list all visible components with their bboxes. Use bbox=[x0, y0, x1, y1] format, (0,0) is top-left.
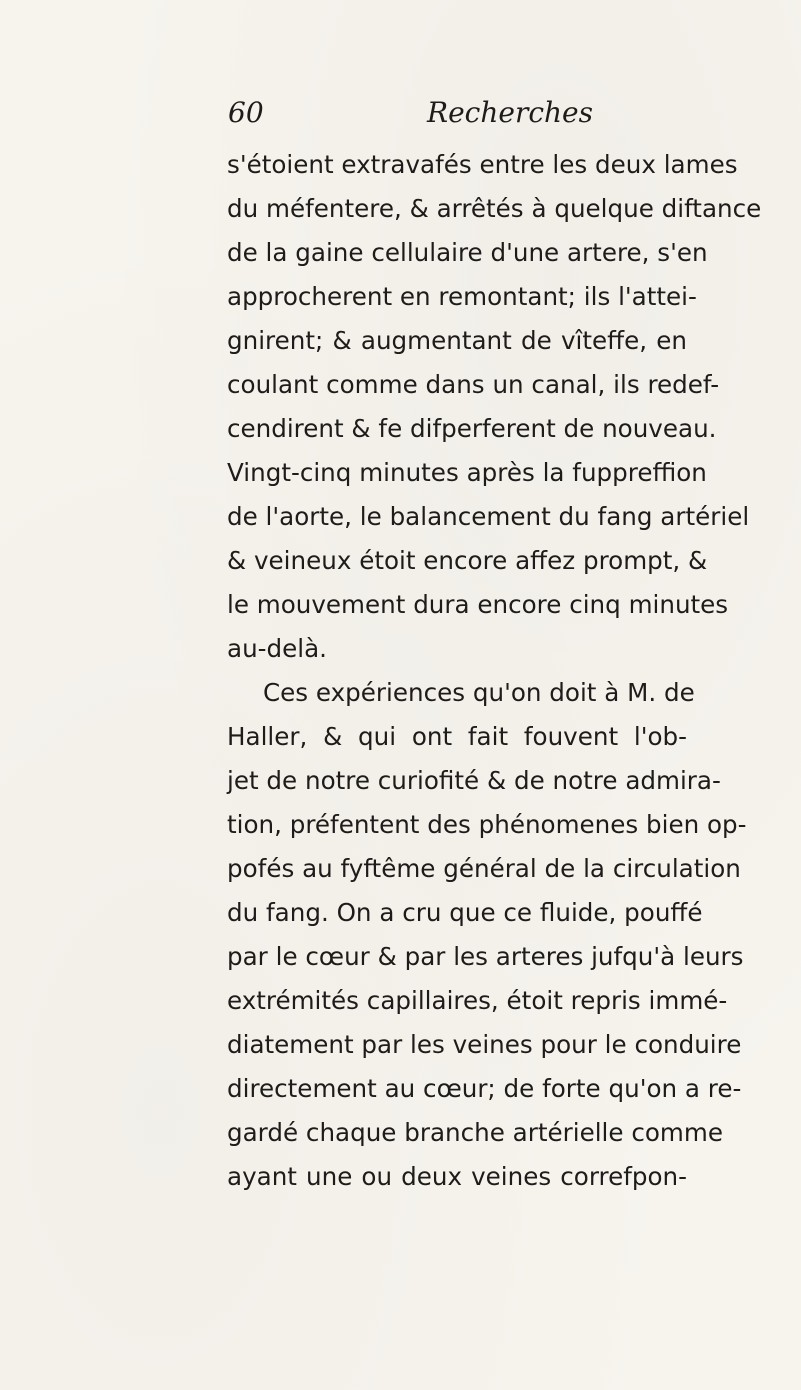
text-line: Ces expériences qu'on doit à M. de bbox=[263, 678, 695, 707]
page-header bbox=[228, 96, 688, 136]
text-line: par le cœur & par les arteres jufqu'à leurs bbox=[227, 942, 744, 971]
text-line: s'étoient extravafés entre les deux lames bbox=[227, 150, 738, 179]
text-line: gardé chaque branche artérielle comme bbox=[227, 1118, 723, 1147]
text-line: du méfentere, & arrêtés à quelque diftance bbox=[227, 194, 762, 223]
text-line: approcherent en remontant; ils l'attei- bbox=[227, 282, 697, 311]
text-line: directement au cœur; de forte qu'on a re- bbox=[227, 1074, 742, 1103]
text-line: pofés au fyftême général de la circulation bbox=[227, 854, 741, 883]
text-line: Haller, & qui ont fait fouvent l'ob- bbox=[227, 722, 687, 751]
text-line: extrémités capillaires, étoit repris immé- bbox=[227, 986, 728, 1015]
text-line: au-delà. bbox=[227, 634, 327, 663]
text-line: cendirent & fe difperferent de nouveau. bbox=[227, 414, 717, 443]
page-number: 60 bbox=[228, 96, 264, 129]
running-title: Recherches bbox=[427, 96, 593, 129]
text-line: gnirent; & augmentant de vîteffe, en bbox=[227, 326, 687, 355]
text-line: & veineux étoit encore affez prompt, & bbox=[227, 546, 708, 575]
body-text bbox=[227, 143, 762, 1199]
text-line: diatement par les veines pour le conduire bbox=[227, 1030, 742, 1059]
text-line: tion, préfentent des phénomenes bien op- bbox=[227, 810, 747, 839]
text-line: Vingt-cinq minutes après la fuppreffion bbox=[227, 458, 707, 487]
text-line: de la gaine cellulaire d'une artere, s'en bbox=[227, 238, 708, 267]
text-line: le mouvement dura encore cinq minutes bbox=[227, 590, 729, 619]
text-line: ayant une ou deux veines correfpon- bbox=[227, 1162, 687, 1191]
text-line: de l'aorte, le balancement du fang artériel bbox=[227, 502, 750, 531]
text-line: coulant comme dans un canal, ils redef- bbox=[227, 370, 720, 399]
text-line: jet de notre curiofité & de notre admira- bbox=[227, 766, 721, 795]
text-line: du fang. On a cru que ce fluide, pouffé bbox=[227, 898, 703, 927]
